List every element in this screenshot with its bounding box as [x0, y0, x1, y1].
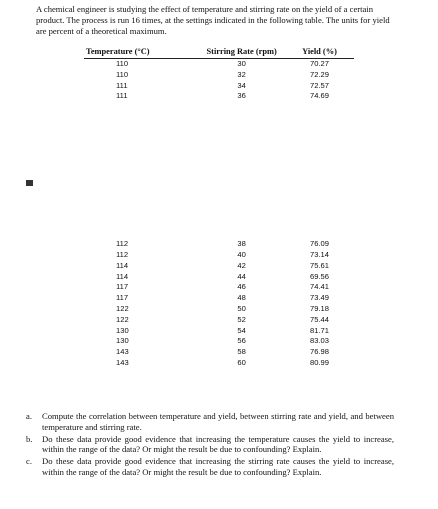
cell-temperature: 112: [116, 239, 129, 249]
cell-yield: 83.03: [309, 336, 329, 346]
cell-stirring-rate: 38: [237, 239, 246, 249]
table-row: [84, 315, 354, 326]
cell-temperature: 143: [116, 347, 129, 357]
cell-yield: 75.61: [309, 260, 329, 270]
table-row: [84, 250, 354, 261]
cell-yield: 70.27: [309, 59, 329, 68]
question-text: Do these data provide good evidence that increasing the stirring rate causes the yield to increase, within the range of the data? Or might the result be due to confounding? Explain.: [42, 456, 394, 477]
cell-temperature: 130: [116, 336, 129, 346]
cell-stirring-rate: 44: [237, 271, 246, 281]
table-gap-cell: [84, 102, 354, 239]
table-row: [84, 358, 354, 369]
cell-yield: 72.57: [309, 80, 329, 90]
cell-yield: 72.29: [309, 69, 329, 79]
cell-stirring-rate: 46: [237, 282, 246, 292]
table-row: [84, 282, 354, 293]
cell-temperature: 112: [116, 249, 129, 259]
cell-yield: 81.71: [309, 325, 329, 335]
table-page-gap: [84, 102, 354, 239]
header-temperature: Temperature (°C): [84, 45, 198, 59]
question-b: [22, 434, 394, 456]
cell-stirring-rate: 40: [237, 249, 246, 259]
table-row: [84, 347, 354, 358]
question-list: [22, 411, 394, 479]
cell-yield: 73.14: [309, 249, 329, 259]
cell-yield: 74.41: [309, 282, 329, 292]
cell-stirring-rate: 60: [237, 357, 246, 367]
table-row: [84, 239, 354, 250]
cell-temperature: 143: [116, 357, 129, 367]
cell-stirring-rate: 34: [237, 80, 246, 90]
question-label: b.: [26, 433, 33, 444]
cell-stirring-rate: 30: [237, 59, 246, 68]
cell-temperature: 111: [116, 91, 128, 101]
cell-temperature: 114: [116, 271, 129, 281]
cell-stirring-rate: 32: [237, 69, 246, 79]
cell-yield: 75.44: [309, 314, 329, 324]
cell-yield: 79.18: [309, 303, 329, 313]
margin-marker: [26, 180, 33, 186]
question-c: [22, 456, 394, 478]
table-row: [84, 91, 354, 102]
cell-temperature: 122: [116, 303, 129, 313]
cell-yield: 76.98: [309, 347, 329, 357]
cell-temperature: 114: [116, 260, 129, 270]
problem-intro: A chemical engineer is studying the effect of temperature and stirring rate on the yield of a certain product. The process is run 16 times, at the settings indicated in the following table. The units for yield are percent of a theoretical maximum.: [36, 4, 390, 37]
data-table: [84, 45, 354, 369]
table-row: [84, 293, 354, 304]
question-a: [22, 411, 394, 433]
cell-yield: 73.49: [309, 293, 329, 303]
question-text: Compute the correlation between temperature and yield, between stirring rate and yield, and between temperature and stirring rate.: [42, 411, 394, 432]
table-header-row: [84, 45, 354, 59]
data-table-container: [84, 45, 354, 369]
cell-temperature: 122: [116, 314, 129, 324]
cell-yield: 69.56: [309, 271, 329, 281]
table-row: [84, 81, 354, 92]
cell-temperature: 110: [116, 69, 129, 79]
cell-stirring-rate: 58: [237, 347, 246, 357]
cell-stirring-rate: 48: [237, 293, 246, 303]
table-row: [84, 336, 354, 347]
table-body: [84, 59, 354, 369]
table-row: [84, 70, 354, 81]
cell-yield: 80.99: [309, 357, 329, 367]
table-row: [84, 326, 354, 337]
cell-stirring-rate: 56: [237, 336, 246, 346]
cell-temperature: 117: [116, 282, 129, 292]
cell-stirring-rate: 54: [237, 325, 246, 335]
table-row: [84, 304, 354, 315]
cell-temperature: 117: [116, 293, 129, 303]
cell-temperature: 110: [116, 59, 129, 68]
header-yield: Yield (%): [285, 45, 354, 59]
question-label: c.: [26, 456, 32, 467]
cell-yield: 74.69: [309, 91, 329, 101]
cell-stirring-rate: 50: [237, 303, 246, 313]
table-row: [84, 261, 354, 272]
cell-stirring-rate: 52: [237, 314, 246, 324]
table-row: [84, 272, 354, 283]
question-label: a.: [26, 411, 32, 421]
header-stirring-rate: Stirring Rate (rpm): [198, 45, 285, 59]
cell-stirring-rate: 36: [237, 91, 246, 101]
cell-temperature: 130: [116, 325, 129, 335]
cell-temperature: 111: [116, 80, 128, 90]
table-row: [84, 59, 354, 70]
question-text: Do these data provide good evidence that increasing the temperature causes the yield to increase, within the range of the data? Or might the result be due to confounding? Explain.: [42, 433, 394, 455]
cell-stirring-rate: 42: [237, 260, 246, 270]
cell-yield: 76.09: [309, 239, 329, 249]
